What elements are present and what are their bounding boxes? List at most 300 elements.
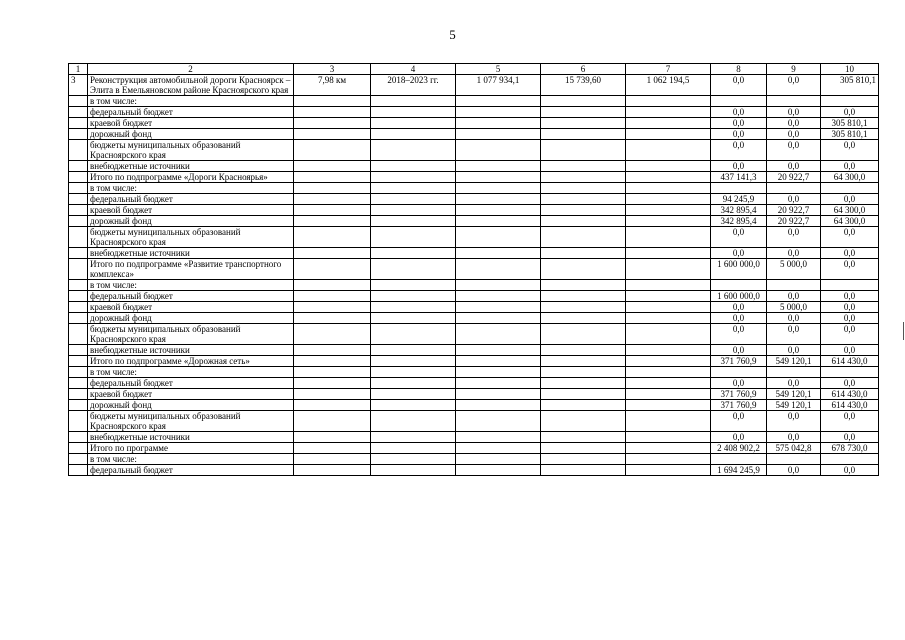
row-col9: 0,0 bbox=[767, 324, 821, 345]
row-col4 bbox=[371, 216, 456, 227]
row-col8: 437 141,3 bbox=[711, 172, 767, 183]
row-col7 bbox=[626, 140, 711, 161]
row-col4 bbox=[371, 345, 456, 356]
row-col3 bbox=[294, 172, 371, 183]
table-row bbox=[69, 313, 879, 324]
table-row bbox=[69, 367, 879, 378]
row-col8: 0,0 bbox=[711, 161, 767, 172]
row-col8: 0,0 bbox=[711, 227, 767, 248]
table-row bbox=[69, 140, 879, 161]
row-col5 bbox=[456, 280, 541, 291]
row-col9: 20 922,7 bbox=[767, 172, 821, 183]
row-col9: 0,0 bbox=[767, 291, 821, 302]
table-row bbox=[69, 291, 879, 302]
row-col7 bbox=[626, 389, 711, 400]
row-col9: 5 000,0 bbox=[767, 259, 821, 280]
row-number bbox=[69, 400, 88, 411]
row-label: федеральный бюджет bbox=[88, 107, 294, 118]
row-col3 bbox=[294, 259, 371, 280]
row-col5 bbox=[456, 227, 541, 248]
row-col3 bbox=[294, 411, 371, 432]
row-col6 bbox=[541, 378, 626, 389]
col-header-7: 7 bbox=[626, 64, 711, 75]
row-col8: 1 600 000,0 bbox=[711, 291, 767, 302]
table-row bbox=[69, 205, 879, 216]
row-number bbox=[69, 205, 88, 216]
row-col3 bbox=[294, 465, 371, 476]
row-col6 bbox=[541, 194, 626, 205]
row-number bbox=[69, 324, 88, 345]
row-col9: 0,0 bbox=[767, 161, 821, 172]
row-col4 bbox=[371, 140, 456, 161]
row-col5 bbox=[456, 96, 541, 107]
col-header-10: 10 bbox=[821, 64, 879, 75]
table-row bbox=[69, 96, 879, 107]
row-col6 bbox=[541, 118, 626, 129]
column-number-row bbox=[69, 64, 879, 75]
row-col3 bbox=[294, 129, 371, 140]
project-col9: 0,0 bbox=[767, 75, 821, 96]
row-label: бюджеты муниципальных образований Красноярского края bbox=[88, 411, 294, 432]
row-col10: 614 430,0 bbox=[821, 356, 879, 367]
table-row bbox=[69, 345, 879, 356]
row-label: внебюджетные источники bbox=[88, 161, 294, 172]
project-period: 2018–2023 гг. bbox=[371, 75, 456, 96]
project-row bbox=[69, 75, 879, 96]
row-col8: 0,0 bbox=[711, 324, 767, 345]
col-header-6: 6 bbox=[541, 64, 626, 75]
row-col7 bbox=[626, 454, 711, 465]
row-col6 bbox=[541, 345, 626, 356]
row-col5 bbox=[456, 367, 541, 378]
row-col9: 549 120,1 bbox=[767, 389, 821, 400]
row-col9: 575 042,8 bbox=[767, 443, 821, 454]
row-col3 bbox=[294, 432, 371, 443]
row-label: дорожный фонд bbox=[88, 216, 294, 227]
row-col10: 678 730,0 bbox=[821, 443, 879, 454]
row-col10: 0,0 bbox=[821, 291, 879, 302]
row-number bbox=[69, 129, 88, 140]
project-col5: 1 077 934,1 bbox=[456, 75, 541, 96]
row-col8 bbox=[711, 454, 767, 465]
row-col5 bbox=[456, 205, 541, 216]
row-col7 bbox=[626, 129, 711, 140]
row-col8: 0,0 bbox=[711, 140, 767, 161]
row-number bbox=[69, 140, 88, 161]
row-col4 bbox=[371, 411, 456, 432]
row-number bbox=[69, 432, 88, 443]
row-number bbox=[69, 443, 88, 454]
row-col10: 305 810,1 bbox=[821, 129, 879, 140]
row-number bbox=[69, 356, 88, 367]
row-col10: 0,0 bbox=[821, 161, 879, 172]
row-col10: 0,0 bbox=[821, 345, 879, 356]
row-col5 bbox=[456, 248, 541, 259]
row-col10: 0,0 bbox=[821, 313, 879, 324]
row-label: внебюджетные источники bbox=[88, 432, 294, 443]
row-col9 bbox=[767, 454, 821, 465]
row-col10: 0,0 bbox=[821, 411, 879, 432]
row-number bbox=[69, 227, 88, 248]
row-number bbox=[69, 465, 88, 476]
row-col10: 0,0 bbox=[821, 324, 879, 345]
row-col7 bbox=[626, 356, 711, 367]
row-col3 bbox=[294, 454, 371, 465]
row-col9 bbox=[767, 183, 821, 194]
row-col10: 0,0 bbox=[821, 302, 879, 313]
row-number bbox=[69, 411, 88, 432]
row-col5 bbox=[456, 465, 541, 476]
row-col7 bbox=[626, 227, 711, 248]
row-col4 bbox=[371, 313, 456, 324]
row-col4 bbox=[371, 259, 456, 280]
row-col9: 549 120,1 bbox=[767, 356, 821, 367]
row-col10: 64 300,0 bbox=[821, 205, 879, 216]
project-col7: 1 062 194,5 bbox=[626, 75, 711, 96]
row-label: внебюджетные источники bbox=[88, 248, 294, 259]
row-label: Итого по подпрограмме «Дорожная сеть» bbox=[88, 356, 294, 367]
row-col4 bbox=[371, 227, 456, 248]
row-col4 bbox=[371, 389, 456, 400]
row-col9: 0,0 bbox=[767, 118, 821, 129]
row-col10: 0,0 bbox=[821, 140, 879, 161]
row-col5 bbox=[456, 259, 541, 280]
table-row bbox=[69, 172, 879, 183]
row-col4 bbox=[371, 107, 456, 118]
row-number bbox=[69, 280, 88, 291]
row-col5 bbox=[456, 378, 541, 389]
row-col8: 371 760,9 bbox=[711, 356, 767, 367]
row-col9 bbox=[767, 96, 821, 107]
row-col7 bbox=[626, 432, 711, 443]
row-label: в том числе: bbox=[88, 96, 294, 107]
row-col6 bbox=[541, 140, 626, 161]
row-col6 bbox=[541, 107, 626, 118]
row-label: дорожный фонд bbox=[88, 313, 294, 324]
row-col9: 0,0 bbox=[767, 345, 821, 356]
row-col3 bbox=[294, 205, 371, 216]
row-number bbox=[69, 161, 88, 172]
row-col8: 0,0 bbox=[711, 411, 767, 432]
row-col5 bbox=[456, 389, 541, 400]
row-col9: 0,0 bbox=[767, 248, 821, 259]
row-col6 bbox=[541, 356, 626, 367]
row-col4 bbox=[371, 465, 456, 476]
table-row bbox=[69, 378, 879, 389]
row-col5 bbox=[456, 443, 541, 454]
row-col3 bbox=[294, 227, 371, 248]
row-col8: 0,0 bbox=[711, 378, 767, 389]
row-col9: 5 000,0 bbox=[767, 302, 821, 313]
table-row bbox=[69, 107, 879, 118]
row-col5 bbox=[456, 411, 541, 432]
row-col4 bbox=[371, 194, 456, 205]
row-col9 bbox=[767, 367, 821, 378]
row-col10: 0,0 bbox=[821, 259, 879, 280]
row-col7 bbox=[626, 443, 711, 454]
table-row bbox=[69, 161, 879, 172]
row-label: краевой бюджет bbox=[88, 302, 294, 313]
row-col3 bbox=[294, 118, 371, 129]
row-col4 bbox=[371, 454, 456, 465]
row-col5 bbox=[456, 183, 541, 194]
table-row bbox=[69, 400, 879, 411]
project-name: Реконструкция автомобильной дороги Красноярск – Элита в Емельяновском районе Красноярского края bbox=[88, 75, 294, 96]
row-col7 bbox=[626, 378, 711, 389]
row-col9: 20 922,7 bbox=[767, 205, 821, 216]
row-col4 bbox=[371, 129, 456, 140]
row-col6 bbox=[541, 291, 626, 302]
project-col8: 0,0 bbox=[711, 75, 767, 96]
row-col5 bbox=[456, 118, 541, 129]
row-col6 bbox=[541, 400, 626, 411]
table-row bbox=[69, 454, 879, 465]
row-col10: 614 430,0 bbox=[821, 389, 879, 400]
row-col9: 0,0 bbox=[767, 378, 821, 389]
row-col10 bbox=[821, 183, 879, 194]
table-row bbox=[69, 302, 879, 313]
row-col7 bbox=[626, 280, 711, 291]
row-col6 bbox=[541, 280, 626, 291]
row-col6 bbox=[541, 389, 626, 400]
row-col6 bbox=[541, 216, 626, 227]
row-col7 bbox=[626, 324, 711, 345]
row-col3 bbox=[294, 356, 371, 367]
row-col8: 0,0 bbox=[711, 107, 767, 118]
row-col5 bbox=[456, 345, 541, 356]
row-col7 bbox=[626, 465, 711, 476]
row-col10: 0,0 bbox=[821, 248, 879, 259]
row-col5 bbox=[456, 194, 541, 205]
row-col9: 0,0 bbox=[767, 107, 821, 118]
row-col6 bbox=[541, 432, 626, 443]
row-col10: 64 300,0 bbox=[821, 172, 879, 183]
row-col5 bbox=[456, 302, 541, 313]
row-col8 bbox=[711, 280, 767, 291]
row-label: в том числе: bbox=[88, 183, 294, 194]
row-label: в том числе: bbox=[88, 367, 294, 378]
row-label: федеральный бюджет bbox=[88, 465, 294, 476]
project-col6: 15 739,60 bbox=[541, 75, 626, 96]
row-col5 bbox=[456, 129, 541, 140]
budget-table bbox=[68, 63, 879, 476]
row-label: бюджеты муниципальных образований Красноярского края bbox=[88, 227, 294, 248]
row-col3 bbox=[294, 248, 371, 259]
row-col7 bbox=[626, 216, 711, 227]
row-col7 bbox=[626, 118, 711, 129]
row-col7 bbox=[626, 313, 711, 324]
row-col7 bbox=[626, 248, 711, 259]
row-col3 bbox=[294, 389, 371, 400]
row-col6 bbox=[541, 161, 626, 172]
row-number bbox=[69, 389, 88, 400]
row-col5 bbox=[456, 432, 541, 443]
row-label: бюджеты муниципальных образований Красноярского края bbox=[88, 324, 294, 345]
row-col8: 371 760,9 bbox=[711, 400, 767, 411]
row-col9: 0,0 bbox=[767, 432, 821, 443]
row-col5 bbox=[456, 291, 541, 302]
table-row bbox=[69, 432, 879, 443]
row-col6 bbox=[541, 96, 626, 107]
table-row bbox=[69, 259, 879, 280]
row-col5 bbox=[456, 356, 541, 367]
row-col5 bbox=[456, 172, 541, 183]
col-header-3: 3 bbox=[294, 64, 371, 75]
col-header-2: 2 bbox=[88, 64, 294, 75]
table-row bbox=[69, 129, 879, 140]
table-row bbox=[69, 356, 879, 367]
row-col8: 0,0 bbox=[711, 248, 767, 259]
col-header-1: 1 bbox=[69, 64, 88, 75]
row-col6 bbox=[541, 259, 626, 280]
row-number bbox=[69, 172, 88, 183]
row-number bbox=[69, 194, 88, 205]
row-col3 bbox=[294, 313, 371, 324]
row-col6 bbox=[541, 324, 626, 345]
row-label: краевой бюджет bbox=[88, 205, 294, 216]
row-col4 bbox=[371, 280, 456, 291]
row-col4 bbox=[371, 324, 456, 345]
row-col3 bbox=[294, 400, 371, 411]
row-col6 bbox=[541, 454, 626, 465]
row-col8: 0,0 bbox=[711, 432, 767, 443]
row-label: дорожный фонд bbox=[88, 400, 294, 411]
row-col6 bbox=[541, 172, 626, 183]
table-row bbox=[69, 194, 879, 205]
row-col3 bbox=[294, 302, 371, 313]
row-col10: 0,0 bbox=[821, 465, 879, 476]
project-length: 7,98 км bbox=[294, 75, 371, 96]
row-col3 bbox=[294, 443, 371, 454]
row-col9 bbox=[767, 280, 821, 291]
row-col8: 342 895,4 bbox=[711, 205, 767, 216]
row-col8: 94 245,9 bbox=[711, 194, 767, 205]
row-col6 bbox=[541, 227, 626, 248]
row-number bbox=[69, 454, 88, 465]
row-col7 bbox=[626, 259, 711, 280]
row-col7 bbox=[626, 345, 711, 356]
row-col5 bbox=[456, 161, 541, 172]
row-col10: 305 810,1 bbox=[821, 118, 879, 129]
row-col6 bbox=[541, 129, 626, 140]
row-col4 bbox=[371, 172, 456, 183]
row-col3 bbox=[294, 107, 371, 118]
row-col9: 0,0 bbox=[767, 227, 821, 248]
row-col10: 614 430,0 bbox=[821, 400, 879, 411]
row-col8 bbox=[711, 367, 767, 378]
row-col9: 0,0 bbox=[767, 465, 821, 476]
row-number bbox=[69, 248, 88, 259]
row-col4 bbox=[371, 118, 456, 129]
row-label: Итого по подпрограмме «Дороги Красноярья» bbox=[88, 172, 294, 183]
row-label: федеральный бюджет bbox=[88, 378, 294, 389]
row-col7 bbox=[626, 96, 711, 107]
margin-mark bbox=[903, 322, 904, 340]
row-label: дорожный фонд bbox=[88, 129, 294, 140]
col-header-4: 4 bbox=[371, 64, 456, 75]
row-col8: 2 408 902,2 bbox=[711, 443, 767, 454]
row-col10 bbox=[821, 454, 879, 465]
row-number bbox=[69, 107, 88, 118]
row-col4 bbox=[371, 161, 456, 172]
row-col10: 0,0 bbox=[821, 227, 879, 248]
row-col9: 0,0 bbox=[767, 129, 821, 140]
row-col5 bbox=[456, 140, 541, 161]
row-col3 bbox=[294, 378, 371, 389]
row-number bbox=[69, 313, 88, 324]
row-label: краевой бюджет bbox=[88, 118, 294, 129]
row-col10 bbox=[821, 96, 879, 107]
row-col7 bbox=[626, 194, 711, 205]
row-col10: 0,0 bbox=[821, 194, 879, 205]
row-col9: 549 120,1 bbox=[767, 400, 821, 411]
row-col6 bbox=[541, 313, 626, 324]
row-col8: 1 694 245,9 bbox=[711, 465, 767, 476]
table-row bbox=[69, 118, 879, 129]
row-col9: 0,0 bbox=[767, 313, 821, 324]
row-col7 bbox=[626, 161, 711, 172]
row-col6 bbox=[541, 248, 626, 259]
row-col8: 371 760,9 bbox=[711, 389, 767, 400]
row-col10: 0,0 bbox=[821, 107, 879, 118]
row-col4 bbox=[371, 183, 456, 194]
row-col8: 0,0 bbox=[711, 302, 767, 313]
row-col3 bbox=[294, 161, 371, 172]
row-col10: 64 300,0 bbox=[821, 216, 879, 227]
row-label: внебюджетные источники bbox=[88, 345, 294, 356]
row-col8: 1 600 000,0 bbox=[711, 259, 767, 280]
row-number bbox=[69, 345, 88, 356]
row-col7 bbox=[626, 172, 711, 183]
row-col3 bbox=[294, 345, 371, 356]
row-col10: 0,0 bbox=[821, 378, 879, 389]
row-col3 bbox=[294, 324, 371, 345]
row-col6 bbox=[541, 205, 626, 216]
row-col9: 20 922,7 bbox=[767, 216, 821, 227]
row-col9: 0,0 bbox=[767, 194, 821, 205]
row-col3 bbox=[294, 140, 371, 161]
table-row bbox=[69, 443, 879, 454]
row-col7 bbox=[626, 400, 711, 411]
row-number bbox=[69, 291, 88, 302]
row-label: бюджеты муниципальных образований Красноярского края bbox=[88, 140, 294, 161]
row-col9: 0,0 bbox=[767, 411, 821, 432]
row-col3 bbox=[294, 280, 371, 291]
row-col4 bbox=[371, 302, 456, 313]
row-col8: 0,0 bbox=[711, 118, 767, 129]
row-col5 bbox=[456, 313, 541, 324]
row-col10: 0,0 bbox=[821, 432, 879, 443]
row-col10 bbox=[821, 280, 879, 291]
row-col8 bbox=[711, 96, 767, 107]
col-header-5: 5 bbox=[456, 64, 541, 75]
row-number bbox=[69, 216, 88, 227]
row-col3 bbox=[294, 291, 371, 302]
row-number bbox=[69, 259, 88, 280]
row-col7 bbox=[626, 183, 711, 194]
row-label: в том числе: bbox=[88, 454, 294, 465]
row-col8: 342 895,4 bbox=[711, 216, 767, 227]
row-col5 bbox=[456, 324, 541, 345]
row-label: краевой бюджет bbox=[88, 389, 294, 400]
row-label: федеральный бюджет bbox=[88, 194, 294, 205]
row-col7 bbox=[626, 411, 711, 432]
row-col8: 0,0 bbox=[711, 129, 767, 140]
table-row bbox=[69, 465, 879, 476]
row-number bbox=[69, 302, 88, 313]
row-col6 bbox=[541, 367, 626, 378]
row-col4 bbox=[371, 205, 456, 216]
